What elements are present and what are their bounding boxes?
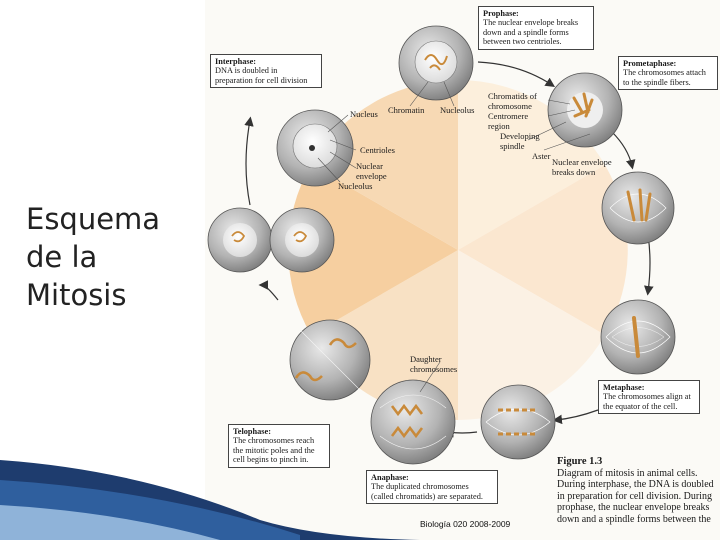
telophase-title: Telophase: [233, 427, 271, 436]
late-prometaphase-cell [602, 172, 674, 244]
figure-caption [557, 456, 717, 525]
label-nuclear-envelope: Nuclear envelope [356, 161, 387, 181]
label-centromere: Centromere region [488, 111, 529, 131]
arrow-icon [648, 235, 650, 292]
arrow-icon [556, 410, 598, 420]
title-line-2: de la [26, 240, 98, 274]
label-nucleus: Nucleus [350, 109, 378, 119]
interphase-text: DNA is doubled in preparation for cell division [215, 66, 308, 85]
interphase-title: Interphase: [215, 57, 257, 66]
label-developing-spindle: Developing spindle [500, 131, 540, 151]
daughter-cells [208, 208, 334, 272]
interphase-box [210, 54, 322, 88]
metaphase-cell [601, 300, 675, 374]
prophase-title: Prophase: [483, 9, 519, 18]
metaphase-box [598, 380, 700, 414]
anaphase-text: The duplicated chromosomes (called chromatids) are separated. [371, 482, 483, 501]
caption-title: Figure 1.3 [557, 456, 603, 467]
prometaphase-title: Prometaphase: [623, 59, 677, 68]
slide-footer: Biología 020 2008-2009 [420, 519, 511, 529]
metaphase-text: The chromosomes align at the equator of the cell. [603, 392, 691, 411]
label-chromatids: Chromatids of chromosome [488, 91, 537, 111]
early-anaphase-cell [481, 385, 555, 459]
label-nucleolus-top: Nucleolus [440, 105, 475, 115]
telophase-cell [290, 320, 370, 400]
arrow-icon [478, 62, 552, 85]
caption-text: Diagram of mitosis in animal cells. During interphase, the DNA is doubled in preparation for cell division. During prophase, the nuclear envelope breaks down and a spindle forms between the [557, 467, 714, 525]
label-daughter-chromosomes: Daughter chromosomes [410, 354, 458, 374]
telophase-text: The chromosomes reach the mitotic poles and the cell begins to pinch in. [233, 436, 315, 465]
label-chromatin: Chromatin [388, 105, 425, 115]
title-line-1: Esquema [26, 202, 161, 236]
decorative-swoosh [0, 440, 420, 540]
interphase-cell [277, 110, 353, 186]
arrow-icon [262, 285, 278, 300]
prophase-box [478, 6, 594, 50]
arrow-icon [246, 120, 250, 205]
label-centrioles: Centrioles [360, 145, 395, 155]
prophase-text: The nuclear envelope breaks down and a spindle forms between two centrioles. [483, 18, 579, 47]
prophase-cell [399, 26, 473, 100]
label-aster: Aster [532, 151, 551, 161]
label-nucleolus-left: Nucleolus [338, 181, 373, 191]
prometaphase-text: The chromosomes attach to the spindle fibers. [623, 68, 706, 87]
prometaphase-box [618, 56, 718, 90]
title-line-3: Mitosis [26, 278, 127, 312]
metaphase-title: Metaphase: [603, 383, 645, 392]
anaphase-title: Anaphase: [371, 473, 409, 482]
label-envelope-breaks: Nuclear envelope breaks down [552, 157, 612, 177]
